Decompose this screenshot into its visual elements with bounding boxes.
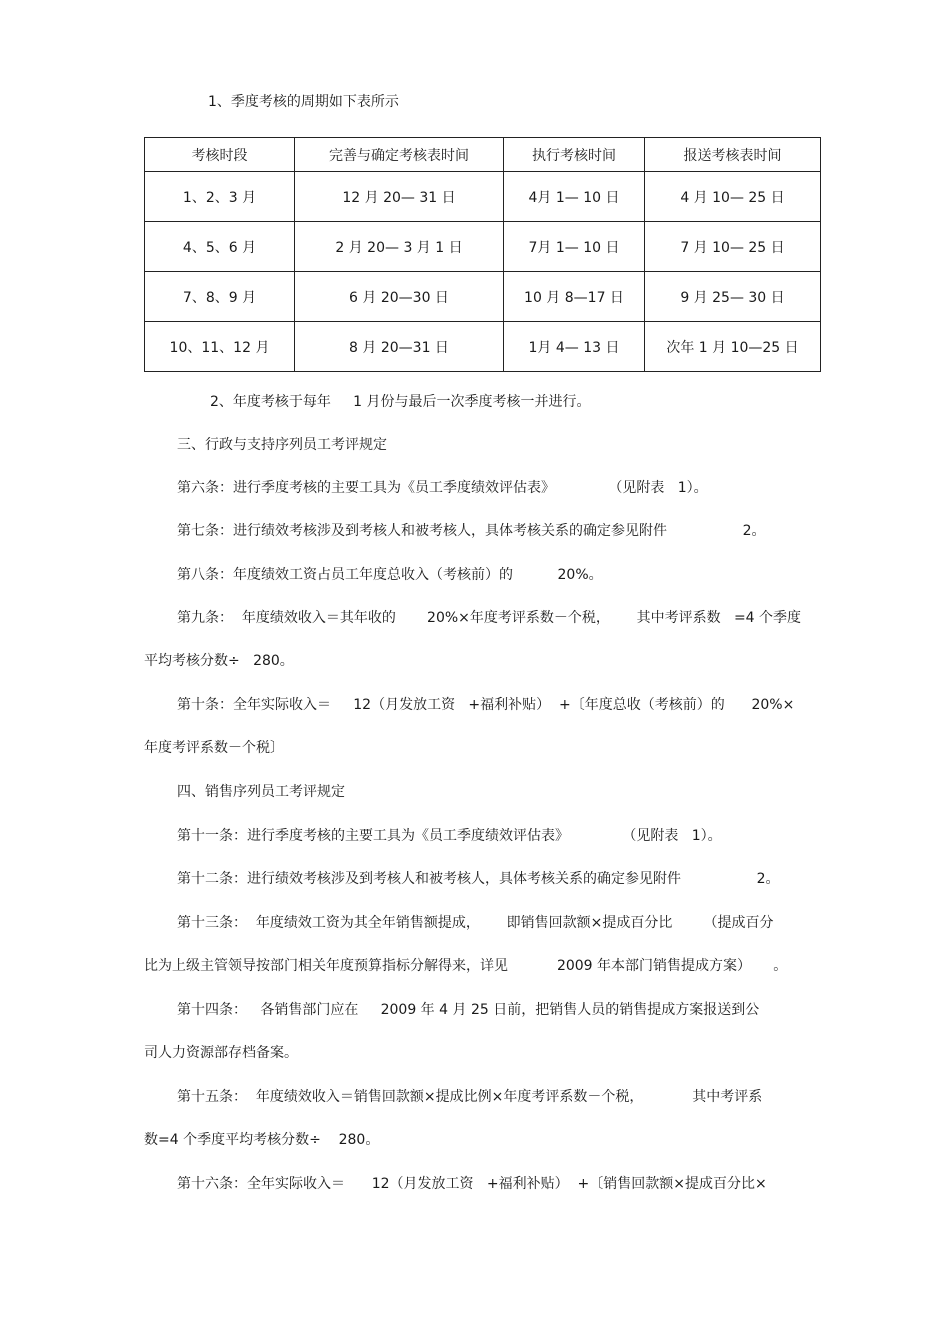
article-15-line-2: 数=4 个季度平均考核分数÷ 280。 (144, 1132, 380, 1148)
article-16-line-1: 第十六条：全年实际收入＝ 12（月发放工资 +福利补贴） +〔销售回款额×提成百分比× (177, 1176, 767, 1192)
table-cell: 4月 1— 10 日 (504, 172, 645, 222)
article-12: 第十二条：进行绩效考核涉及到考核人和被考核人，具体考核关系的确定参见附件 2。 (177, 871, 780, 887)
table-cell: 6 月 20—30 日 (295, 272, 504, 322)
table-cell: 10 月 8—17 日 (504, 272, 645, 322)
header-execute-time: 执行考核时间 (504, 138, 645, 172)
table-cell: 4、5、6 月 (145, 222, 295, 272)
article-15-line-1: 第十五条： 年度绩效收入＝销售回款额×提成比例×年度考评系数－个税， 其中考评系 (177, 1089, 763, 1105)
article-9-line-2: 平均考核分数÷ 280。 (144, 653, 294, 669)
article-7: 第七条：进行绩效考核涉及到考核人和被考核人，具体考核关系的确定参见附件 2。 (177, 523, 766, 539)
table-cell: 7、8、9 月 (145, 272, 295, 322)
article-14-line-2: 司人力资源部存档备案。 (144, 1045, 298, 1061)
header-period: 考核时段 (145, 138, 295, 172)
article-10-line-2: 年度考评系数－个税〕 (144, 740, 284, 756)
article-10-line-1: 第十条：全年实际收入＝ 12（月发放工资 +福利补贴） +〔年度总收（考核前）的 20%× (177, 697, 795, 713)
table-cell: 4 月 10— 25 日 (645, 172, 821, 222)
article-8: 第八条：年度绩效工资占员工年度总收入（考核前）的 20%。 (177, 567, 603, 583)
table-cell: 9 月 25— 30 日 (645, 272, 821, 322)
table-row (145, 272, 821, 322)
article-11: 第十一条：进行季度考核的主要工具为《员工季度绩效评估表》 （见附表 1）。 (177, 828, 722, 844)
header-submit-time: 报送考核表时间 (645, 138, 821, 172)
assessment-schedule-table (144, 137, 821, 372)
article-9-line-1: 第九条： 年度绩效收入＝其年收的 20%×年度考评系数－个税， 其中考评系数 =4 个季度 (177, 610, 802, 626)
annual-assessment-note: 2、年度考核于每年 1 月份与最后一次季度考核一并进行。 (210, 394, 591, 410)
table-cell: 10、11、12 月 (145, 322, 295, 372)
table-cell: 1、2、3 月 (145, 172, 295, 222)
table-cell: 12 月 20— 31 日 (295, 172, 504, 222)
table-row (145, 222, 821, 272)
table-caption: 1、季度考核的周期如下表所示 (208, 94, 399, 110)
table-cell: 7 月 10— 25 日 (645, 222, 821, 272)
table-cell: 8 月 20—31 日 (295, 322, 504, 372)
table-cell: 2 月 20— 3 月 1 日 (295, 222, 504, 272)
article-13-line-2: 比为上级主管领导按部门相关年度预算指标分解得来，详见 2009 年本部门销售提成方案） 。 (144, 958, 788, 974)
table-row (145, 322, 821, 372)
article-13-line-1: 第十三条： 年度绩效工资为其全年销售额提成， 即销售回款额×提成百分比 （提成百分 (177, 915, 774, 931)
table-row (145, 172, 821, 222)
table-cell: 7月 1— 10 日 (504, 222, 645, 272)
section-heading-admin: 三、行政与支持序列员工考评规定 (177, 437, 387, 453)
table-cell: 次年 1 月 10—25 日 (645, 322, 821, 372)
article-6: 第六条：进行季度考核的主要工具为《员工季度绩效评估表》 （见附表 1）。 (177, 480, 708, 496)
article-14-line-1: 第十四条： 各销售部门应在 2009 年 4 月 25 日前，把销售人员的销售提成方案报送到公 (177, 1002, 760, 1018)
table-cell: 1月 4— 13 日 (504, 322, 645, 372)
section-heading-sales: 四、销售序列员工考评规定 (177, 784, 345, 800)
table-header-row (145, 138, 821, 172)
header-prepare-time: 完善与确定考核表时间 (295, 138, 504, 172)
